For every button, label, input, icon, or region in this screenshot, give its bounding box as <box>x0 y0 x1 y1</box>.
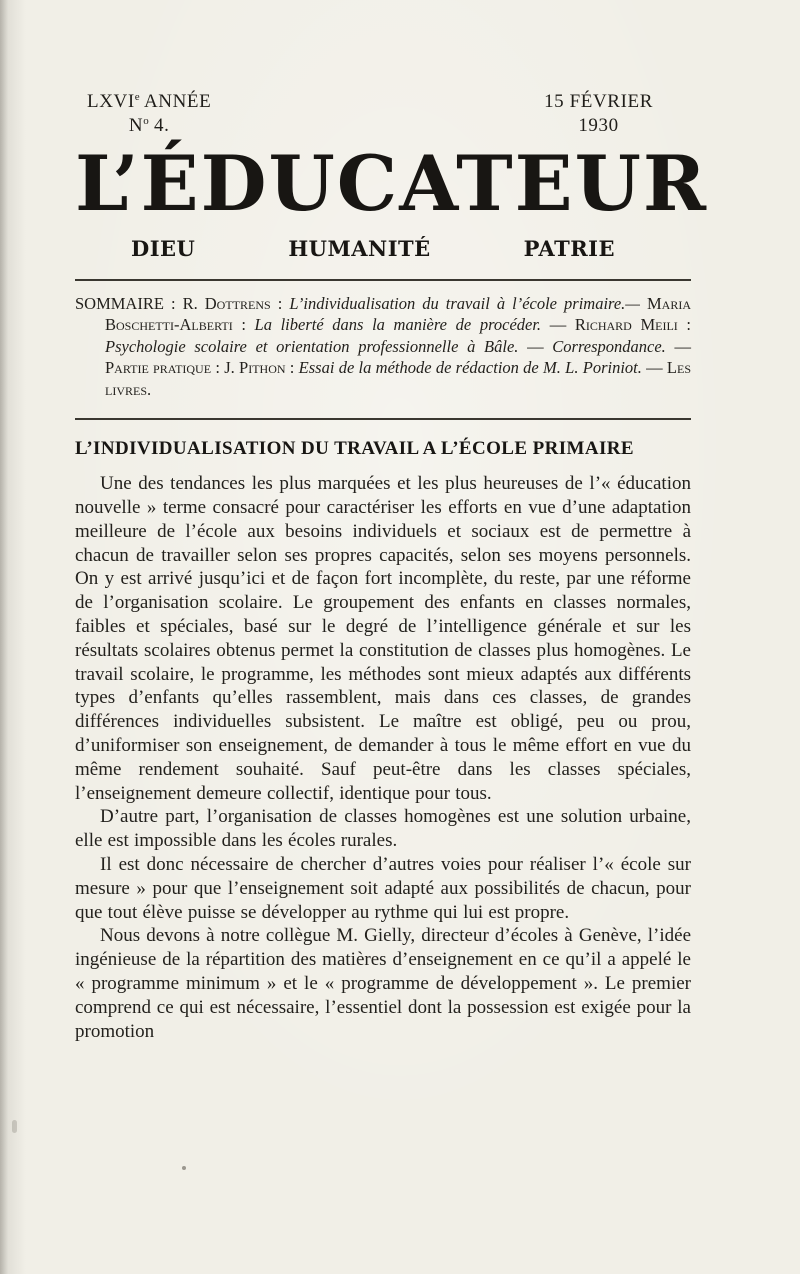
numero-line <box>87 114 211 138</box>
annee-rest: ANNÉE <box>139 91 212 112</box>
motto-patrie: PATRIE <box>523 235 615 261</box>
body-paragraph-4: Nous devons à notre collègue M. Gielly, directeur d’écoles à Genève, l’idée ingénieuse de la répartition des matières d’enseignement en ce qu’il a appelé le « programme minimum » et le « programme de développement ». Le premier comprend ce qui est nécessaire, l’essentiel dont la possession est exigée pour la promotion <box>75 925 691 1042</box>
journal-title: L’ÉDUCATEUR <box>75 138 709 228</box>
sommaire-separator: — <box>641 358 667 378</box>
paper-speck <box>182 1166 186 1170</box>
date-line: 15 FÉVRIER <box>544 91 653 112</box>
sommaire-separator: — <box>541 315 575 335</box>
sommaire-author: R. Dottrens <box>182 293 271 313</box>
sommaire-separator: : <box>285 358 299 378</box>
sommaire-author: Maria Boschetti-Alberti <box>105 293 692 335</box>
sommaire-article-title: Psychologie scolaire et orientation professionnelle à Bâle. <box>105 336 519 356</box>
rule-above-sommaire <box>75 279 691 281</box>
sommaire-section: Partie pratique <box>105 358 212 378</box>
sommaire-article-title: Essai de la méthode de rédaction de M. L. Poriniot. <box>298 358 642 378</box>
sommaire-separator: — <box>518 336 553 356</box>
motto-dieu: DIEU <box>131 235 196 261</box>
body-paragraph-2: D’autre part, l’organisation de classes homogènes est une solution urbaine, elle est impossible dans les écoles rurales. <box>75 806 691 852</box>
year-line: 1930 <box>578 114 619 136</box>
numero-rest: 4. <box>148 114 170 136</box>
sommaire <box>75 293 691 401</box>
sommaire-separator <box>640 294 647 313</box>
sommaire-separator: : <box>211 358 225 378</box>
annee-superscript: e <box>134 91 140 103</box>
issue-info <box>87 90 211 138</box>
sommaire-author: Richard Meili <box>574 315 678 335</box>
page-content <box>75 90 709 1043</box>
sommaire-separator: — <box>665 336 692 356</box>
numero-text: N <box>128 114 144 136</box>
motto <box>75 236 691 261</box>
sommaire-article-title: La liberté dans la manière de procéder. <box>254 315 542 335</box>
date-info <box>544 90 653 138</box>
sommaire-section: Les livres. <box>105 358 692 399</box>
sommaire-separator: : <box>232 315 255 335</box>
sommaire-label: SOMMAIRE : <box>75 293 183 313</box>
rule-below-sommaire <box>75 418 691 420</box>
article-heading: L’INDIVIDUALISATION DU TRAVAIL A L’ÉCOLE PRIMAIRE <box>75 438 634 460</box>
paper-speck <box>12 1120 17 1133</box>
sommaire-author: J. Pithon <box>224 358 286 378</box>
sommaire-article-title: L’individualisation du travail à l’école primaire.— <box>289 293 640 313</box>
annee-text: LXVI <box>87 91 135 112</box>
sommaire-separator: : <box>677 315 691 335</box>
sommaire-article-title: Correspondance. <box>552 336 666 356</box>
sommaire-separator: : <box>270 293 290 313</box>
masthead <box>75 90 691 138</box>
body-paragraph-3: Il est donc nécessaire de chercher d’autres voies pour réaliser l’« école sur mesure » pour que l’enseignement soit adapté aux possibilités de chacun, pour que tout élève puisse se développer au rythme qui lui est propre. <box>75 853 691 923</box>
article-body <box>75 472 691 1043</box>
annee-line <box>87 90 211 114</box>
numero-superscript: o <box>143 114 149 127</box>
motto-humanite: HUMANITÉ <box>288 235 431 261</box>
body-paragraph-1: Une des tendances les plus marquées et les plus heureuses de l’« éducation nouvelle » terme consacré pour caractériser les efforts en vue d’une adaptation meilleure de l’école aux besoins individuels et sociaux est de permettre à chacun de travailler selon ses propres capacités, selon ses moyens personnels. On y est arrivé jusqu’ici et de façon fort incomplète, du reste, par une réforme de l’organisation scolaire. Le groupement des enfants en classes normales, faibles et spéciales, basé sur le degré de l’intelligence générale et sur les résultats scolaires obtenus permet la constitution de classes plus homogènes. Le travail scolaire, le programme, les méthodes sont mieux adaptés aux différents types d’enfants qu’elles rassemblent, mais dans ces classes, de grandes différences individuelles subsistent. Le maître est obligé, peu ou prou, d’uniformiser son enseignement, de demander à tous le même effort en vue du même rendement souhaité. Sauf peut-être dans les classes spéciales, l’enseignement demeure collectif, identique pour tous. <box>75 473 691 804</box>
